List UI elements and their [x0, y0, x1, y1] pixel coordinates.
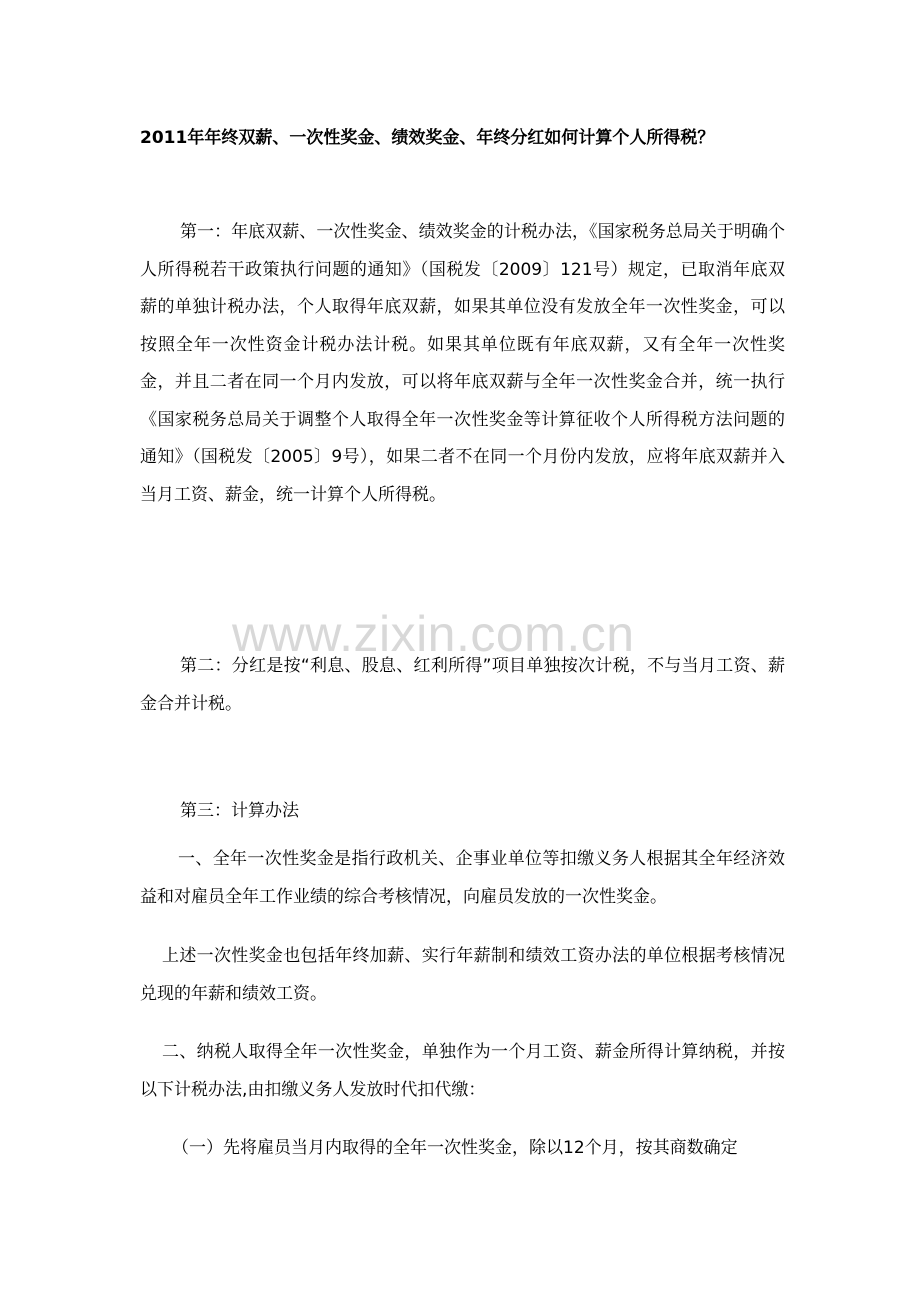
paragraph-item-one: 一、全年一次性奖金是指行政机关、企事业单位等扣缴义务人根据其全年经济效益和对雇员全年工作业绩的综合考核情况，向雇员发放的一次性奖金。: [140, 849, 785, 907]
paragraph-item-two: 二、纳税人取得全年一次性奖金，单独作为一个月工资、薪金所得计算纳税，并按以下计税办法,由扣缴义务人发放时代扣代缴：: [140, 1042, 785, 1100]
paragraph-third-section-heading: 第三：计算办法: [180, 801, 299, 821]
paragraph-second-section: 第二：分红是按“利息、股息、红利所得”项目单独按次计税，不与当月工资、薪金合并计税。: [140, 656, 785, 714]
paragraph-subitem-one: （一）先将雇员当月内取得的全年一次性奖金，除以12个月，按其商数确定: [172, 1138, 738, 1158]
watermark-text: www.zixin.com.cn: [232, 606, 635, 662]
paragraph-first-section: 第一：年底双薪、一次性奖金、绩效奖金的计税办法，《国家税务总局关于明确个人所得税若干政策执行问题的通知》（国税发〔2009〕121号）规定，已取消年底双薪的单独计税办法，个人取得年底双薪，如果其单位没有发放全年一次性奖金，可以按照全年一次性资金计税办法计税。如果其单位既有年底双薪，又有全年一次性奖金，并且二者在同一个月内发放，可以将年底双薪与全年一次性奖金合并，统一执行《国家税务总局关于调整个人取得全年一次性奖金等计算征收个人所得税方法问题的通知》（国税发〔2005〕9号），如果二者不在同一个月份内发放，应将年底双薪并入当月工资、薪金，统一计算个人所得税。: [140, 222, 785, 505]
document-title: 2011年年终双薪、一次性奖金、绩效奖金、年终分红如何计算个人所得税？: [140, 128, 715, 148]
paragraph-item-one-note: 上述一次性奖金也包括年终加薪、实行年薪制和绩效工资办法的单位根据考核情况兑现的年薪和绩效工资。: [140, 946, 785, 1004]
